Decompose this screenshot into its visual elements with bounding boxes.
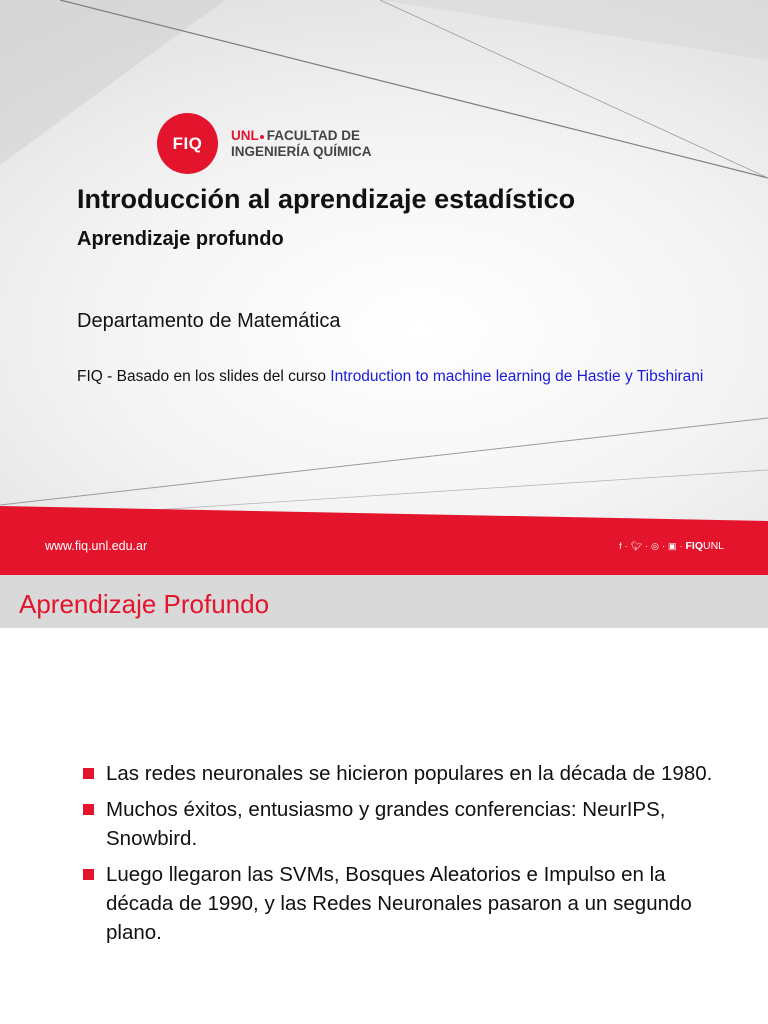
bullet-square-icon bbox=[83, 804, 94, 815]
bullet-text: Luego llegaron las SVMs, Bosques Aleatorios e Impulso en la década de 1990, y las Redes Neuronales pasaron a un segundo plano. bbox=[106, 863, 692, 944]
slide-subtitle: Aprendizaje profundo bbox=[77, 228, 284, 250]
logo-dot bbox=[260, 135, 264, 139]
brand-bold: FIQ bbox=[685, 540, 703, 552]
slide2-title: Aprendizaje Profundo bbox=[19, 589, 270, 619]
bullet-square-icon bbox=[83, 869, 94, 880]
list-item bbox=[83, 795, 723, 853]
bullet-list bbox=[83, 759, 723, 954]
course-link[interactable]: Introduction to machine learning de Hastie y Tibshirani bbox=[330, 368, 704, 385]
bullet-text: Las redes neuronales se hicieron populares en la década de 1980. bbox=[106, 762, 713, 785]
facebook-icon[interactable]: f bbox=[619, 541, 622, 551]
faculty-line2: INGENIERÍA QUÍMICA bbox=[231, 144, 372, 159]
faculty-logo-text bbox=[231, 128, 372, 160]
faculty-line1: FACULTAD DE bbox=[266, 128, 360, 143]
instagram-icon[interactable]: ◎ bbox=[651, 540, 659, 551]
bullet-text: Muchos éxitos, entusiasmo y grandes conferencias: NeurIPS, Snowbird. bbox=[106, 798, 666, 850]
brand-light: UNL bbox=[702, 540, 724, 552]
department-label: Departamento de Matemática bbox=[77, 310, 341, 332]
social-links: f · 🐦︎ · ◎ · ▣ · FIQUNL bbox=[619, 540, 724, 552]
slide2-header bbox=[0, 575, 768, 628]
list-item bbox=[83, 759, 723, 788]
website-url[interactable]: www.fiq.unl.edu.ar bbox=[45, 539, 148, 553]
twitter-icon[interactable]: 🐦︎ bbox=[630, 540, 643, 551]
brand-label bbox=[685, 540, 724, 552]
linkedin-icon[interactable]: ▣ bbox=[667, 540, 677, 551]
credit-prefix: FIQ - Basado en los slides del curso bbox=[77, 368, 331, 385]
bullet-square-icon bbox=[83, 768, 94, 779]
slide-title: Introducción al aprendizaje estadístico bbox=[77, 184, 576, 214]
list-item bbox=[83, 860, 723, 947]
credit-text bbox=[77, 367, 707, 386]
fiq-logo-badge: FIQ bbox=[157, 113, 218, 174]
unl-label: UNL bbox=[231, 128, 259, 143]
